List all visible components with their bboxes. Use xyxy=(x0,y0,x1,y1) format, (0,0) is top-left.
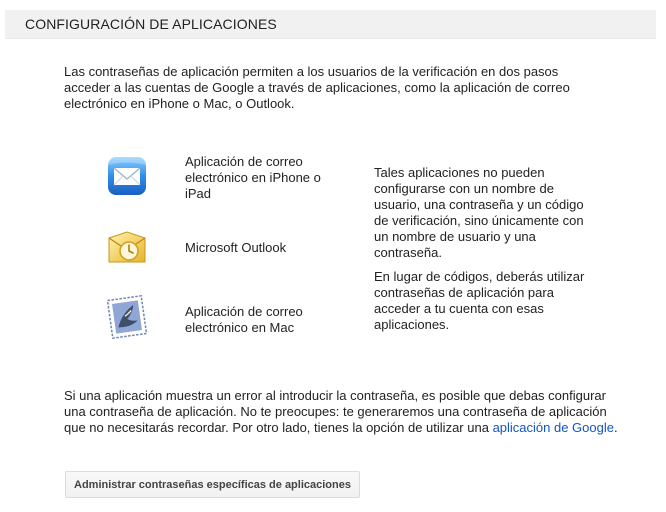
section-header xyxy=(5,10,656,39)
google-app-link[interactable]: aplicación de Google xyxy=(492,420,614,435)
app-label: Aplicación de correo electrónico en iPhone o iPad xyxy=(185,154,321,201)
manage-app-passwords-button[interactable]: Administrar contraseñas específicas de aplicaciones xyxy=(65,471,360,498)
footer-body: Si una aplicación muestra un error al introducir la contraseña, es posible que debas configurar una contraseña de aplicación. No te preocupes: te generaremos una contraseña de aplicación que no necesitarás recordar. Por otro lado, tienes la opción de utilizar una xyxy=(64,388,607,435)
note-paragraph: En lugar de códigos, deberás utilizar contraseñas de aplicación para acceder a tu cuenta con esas aplicaciones. xyxy=(374,269,585,332)
outlook-icon xyxy=(105,226,149,270)
note-paragraph: Tales aplicaciones no pueden configurarse con un nombre de usuario, una contraseña y un código de verificación, sino únicamente con un nombre de usuario y una contraseña. xyxy=(374,165,584,260)
app-label: Microsoft Outlook xyxy=(185,240,287,255)
footer-end: . xyxy=(613,420,618,435)
app-label: Aplicación de correo electrónico en Mac xyxy=(185,304,303,335)
section-title: CONFIGURACIÓN DE APLICACIONES xyxy=(25,16,277,32)
mac-mail-icon xyxy=(105,292,149,336)
app-item-mac-mail xyxy=(105,292,355,340)
app-item-iphone-mail xyxy=(105,154,355,202)
app-item-outlook xyxy=(105,226,355,274)
iphone-mail-icon xyxy=(105,154,149,198)
footer-text xyxy=(64,388,624,436)
intro-text: Las contraseñas de aplicación permiten a los usuarios de la verificación en dos pasos acceder a las cuentas de Google a través de aplicaciones, como la aplicación de correo electrónico en iPhone o Mac, o Outlook. xyxy=(64,64,570,111)
